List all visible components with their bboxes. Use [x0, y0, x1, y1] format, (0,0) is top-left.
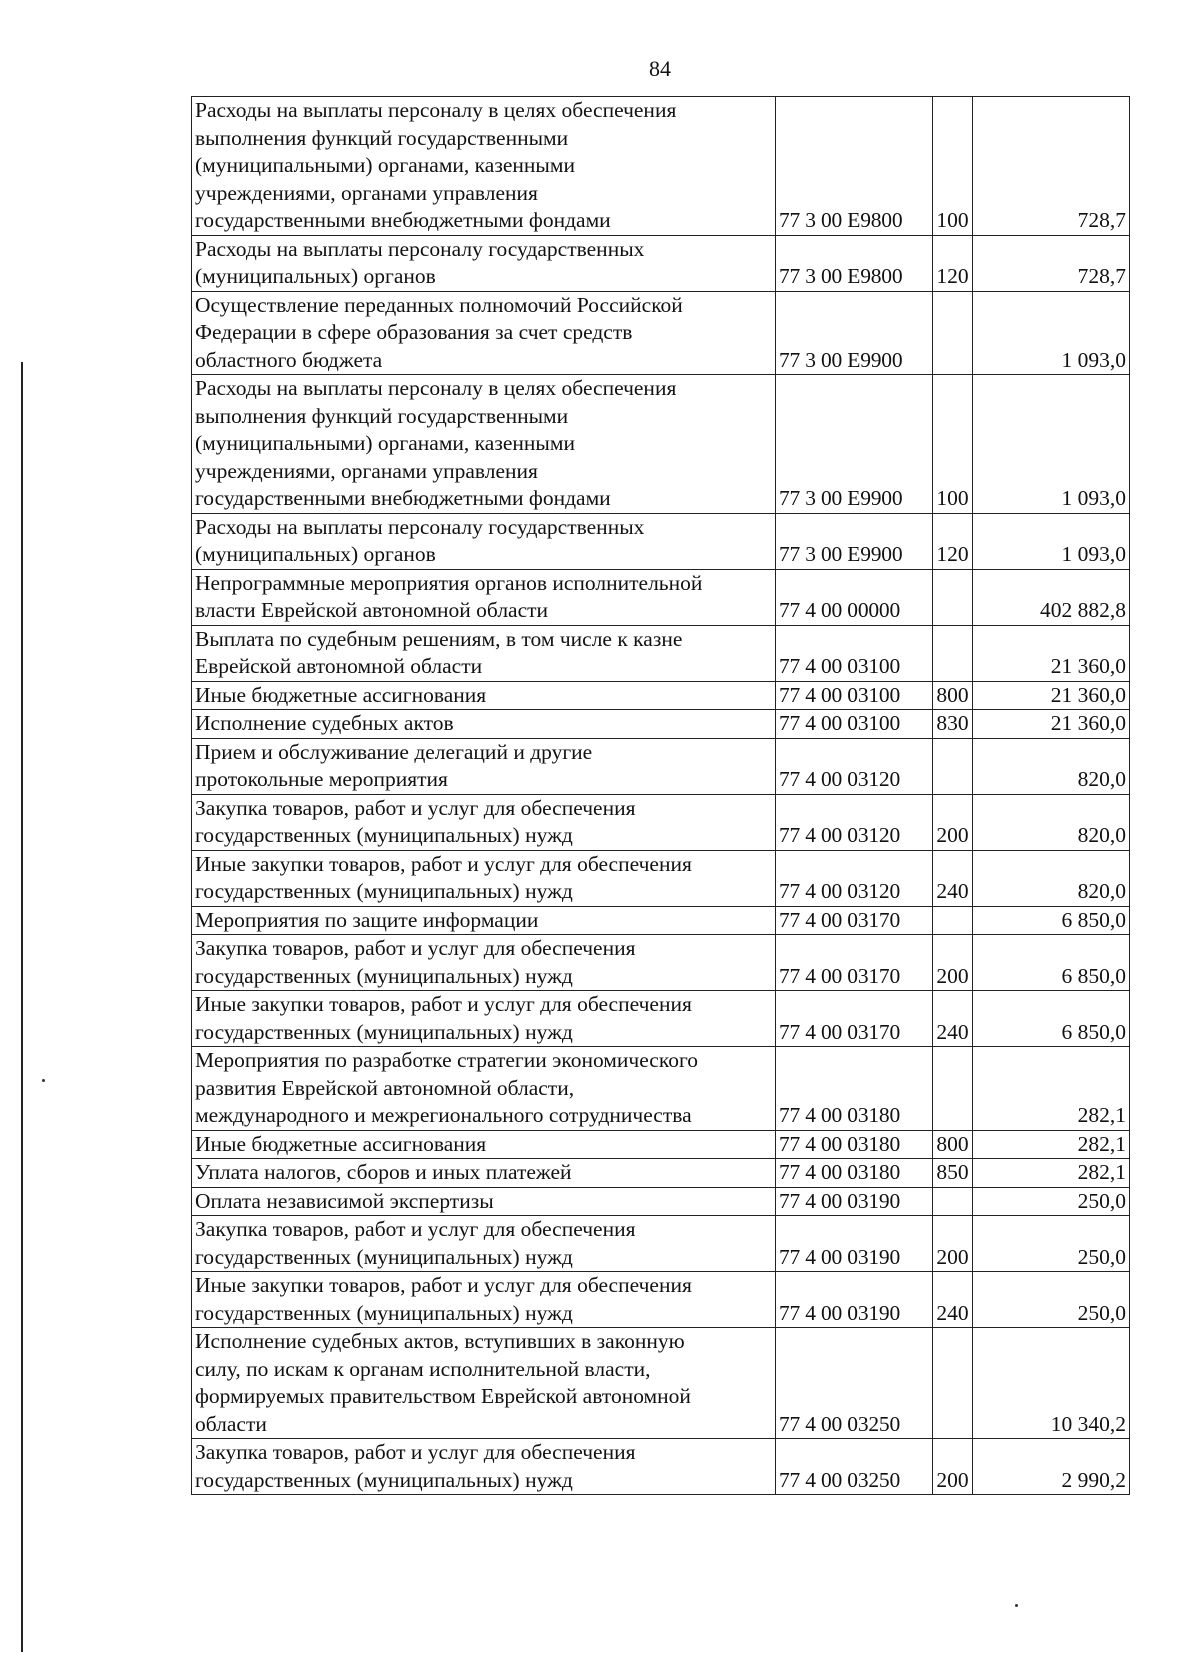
row-expense-type-cell	[933, 738, 973, 794]
row-name-cell: Исполнение судебных актов, вступивших в законную силу, по искам к органам исполнительной власти, формируемых правительством Еврейской автономной области	[192, 1328, 776, 1439]
row-code-cell: 77 4 00 03190	[776, 1216, 933, 1272]
row-expense-type-cell: 200	[933, 794, 973, 850]
scan-speck	[42, 1079, 45, 1082]
row-amount-cell: 6 850,0	[973, 991, 1130, 1047]
table-row	[192, 1328, 1130, 1439]
row-amount-cell: 250,0	[973, 1187, 1130, 1216]
row-code-cell: 77 4 00 03100	[776, 625, 933, 681]
row-expense-type-cell	[933, 1328, 973, 1439]
row-expense-type-cell	[933, 291, 973, 375]
scan-margin-line	[21, 362, 23, 1652]
table-row	[192, 375, 1130, 514]
row-code-cell: 77 4 00 03190	[776, 1187, 933, 1216]
row-expense-type-cell: 120	[933, 235, 973, 291]
table-row	[192, 97, 1130, 236]
row-amount-cell: 820,0	[973, 794, 1130, 850]
row-name-cell: Уплата налогов, сборов и иных платежей	[192, 1159, 776, 1188]
table-row	[192, 681, 1130, 710]
row-name-cell: Расходы на выплаты персоналу в целях обеспечения выполнения функций государственными (муниципальными) органами, казенными учреждениями, органами управления государственными внебюджетными фондами	[192, 97, 776, 236]
row-expense-type-cell: 240	[933, 850, 973, 906]
row-amount-cell: 21 360,0	[973, 681, 1130, 710]
row-name-cell: Иные закупки товаров, работ и услуг для обеспечения государственных (муниципальных) нужд	[192, 991, 776, 1047]
row-amount-cell: 282,1	[973, 1047, 1130, 1131]
row-code-cell: 77 4 00 03100	[776, 710, 933, 739]
row-amount-cell: 820,0	[973, 738, 1130, 794]
row-expense-type-cell: 200	[933, 1439, 973, 1495]
row-amount-cell: 282,1	[973, 1130, 1130, 1159]
row-code-cell: 77 3 00 Е9900	[776, 513, 933, 569]
row-amount-cell: 1 093,0	[973, 291, 1130, 375]
row-code-cell: 77 3 00 Е9900	[776, 291, 933, 375]
row-name-cell: Иные бюджетные ассигнования	[192, 681, 776, 710]
row-code-cell: 77 3 00 Е9900	[776, 375, 933, 514]
row-expense-type-cell: 800	[933, 1130, 973, 1159]
table-row	[192, 906, 1130, 935]
row-expense-type-cell: 200	[933, 1216, 973, 1272]
row-expense-type-cell: 800	[933, 681, 973, 710]
row-expense-type-cell	[933, 569, 973, 625]
row-amount-cell: 282,1	[973, 1159, 1130, 1188]
table-row	[192, 569, 1130, 625]
page-number: 84	[649, 56, 671, 81]
table-row	[192, 991, 1130, 1047]
table-row	[192, 1216, 1130, 1272]
row-name-cell: Закупка товаров, работ и услуг для обеспечения государственных (муниципальных) нужд	[192, 1439, 776, 1495]
row-amount-cell: 728,7	[973, 235, 1130, 291]
row-name-cell: Оплата независимой экспертизы	[192, 1187, 776, 1216]
row-expense-type-cell	[933, 1187, 973, 1216]
row-code-cell: 77 4 00 03250	[776, 1439, 933, 1495]
row-name-cell: Мероприятия по разработке стратегии экономического развития Еврейской автономной области, международного и межрегионального сотрудничества	[192, 1047, 776, 1131]
row-amount-cell: 820,0	[973, 850, 1130, 906]
row-amount-cell: 10 340,2	[973, 1328, 1130, 1439]
row-code-cell: 77 3 00 Е9800	[776, 235, 933, 291]
row-name-cell: Закупка товаров, работ и услуг для обеспечения государственных (муниципальных) нужд	[192, 1216, 776, 1272]
row-name-cell: Закупка товаров, работ и услуг для обеспечения государственных (муниципальных) нужд	[192, 935, 776, 991]
row-amount-cell: 6 850,0	[973, 906, 1130, 935]
row-code-cell: 77 4 00 03190	[776, 1272, 933, 1328]
row-name-cell: Расходы на выплаты персоналу государственных (муниципальных) органов	[192, 513, 776, 569]
table-row	[192, 935, 1130, 991]
row-expense-type-cell: 240	[933, 1272, 973, 1328]
row-name-cell: Иные бюджетные ассигнования	[192, 1130, 776, 1159]
row-name-cell: Иные закупки товаров, работ и услуг для обеспечения государственных (муниципальных) нужд	[192, 1272, 776, 1328]
row-expense-type-cell	[933, 906, 973, 935]
table-row	[192, 1159, 1130, 1188]
row-name-cell: Мероприятия по защите информации	[192, 906, 776, 935]
row-expense-type-cell: 240	[933, 991, 973, 1047]
row-code-cell: 77 4 00 03180	[776, 1130, 933, 1159]
row-amount-cell: 21 360,0	[973, 710, 1130, 739]
row-expense-type-cell	[933, 1047, 973, 1131]
row-name-cell: Выплата по судебным решениям, в том числе к казне Еврейской автономной области	[192, 625, 776, 681]
row-amount-cell: 2 990,2	[973, 1439, 1130, 1495]
row-code-cell: 77 4 00 03170	[776, 991, 933, 1047]
row-expense-type-cell: 850	[933, 1159, 973, 1188]
row-code-cell: 77 3 00 Е9800	[776, 97, 933, 236]
row-amount-cell: 402 882,8	[973, 569, 1130, 625]
row-name-cell: Исполнение судебных актов	[192, 710, 776, 739]
table-row	[192, 1047, 1130, 1131]
row-expense-type-cell: 100	[933, 375, 973, 514]
row-expense-type-cell: 120	[933, 513, 973, 569]
row-code-cell: 77 4 00 03170	[776, 935, 933, 991]
row-code-cell: 77 4 00 03120	[776, 794, 933, 850]
table-row	[192, 513, 1130, 569]
row-amount-cell: 21 360,0	[973, 625, 1130, 681]
row-expense-type-cell: 830	[933, 710, 973, 739]
table-row	[192, 710, 1130, 739]
row-code-cell: 77 4 00 03250	[776, 1328, 933, 1439]
row-code-cell: 77 4 00 03120	[776, 850, 933, 906]
row-code-cell: 77 4 00 03100	[776, 681, 933, 710]
row-code-cell: 77 4 00 03170	[776, 906, 933, 935]
row-name-cell: Непрограммные мероприятия органов исполнительной власти Еврейской автономной области	[192, 569, 776, 625]
table-row	[192, 1130, 1130, 1159]
table-row	[192, 1187, 1130, 1216]
table-row	[192, 625, 1130, 681]
row-name-cell: Иные закупки товаров, работ и услуг для обеспечения государственных (муниципальных) нужд	[192, 850, 776, 906]
table-row	[192, 235, 1130, 291]
budget-table-body	[192, 97, 1130, 1495]
row-name-cell: Прием и обслуживание делегаций и другие протокольные мероприятия	[192, 738, 776, 794]
row-code-cell: 77 4 00 00000	[776, 569, 933, 625]
row-amount-cell: 1 093,0	[973, 513, 1130, 569]
table-row	[192, 291, 1130, 375]
row-expense-type-cell: 100	[933, 97, 973, 236]
table-row	[192, 1272, 1130, 1328]
table-row	[192, 794, 1130, 850]
row-amount-cell: 250,0	[973, 1216, 1130, 1272]
row-expense-type-cell: 200	[933, 935, 973, 991]
row-amount-cell: 250,0	[973, 1272, 1130, 1328]
row-expense-type-cell	[933, 625, 973, 681]
row-name-cell: Осуществление переданных полномочий Российской Федерации в сфере образования за счет средств областного бюджета	[192, 291, 776, 375]
table-row	[192, 738, 1130, 794]
row-code-cell: 77 4 00 03180	[776, 1159, 933, 1188]
row-amount-cell: 1 093,0	[973, 375, 1130, 514]
row-amount-cell: 6 850,0	[973, 935, 1130, 991]
table-row	[192, 850, 1130, 906]
scan-speck	[1015, 1604, 1018, 1607]
row-name-cell: Закупка товаров, работ и услуг для обеспечения государственных (муниципальных) нужд	[192, 794, 776, 850]
row-code-cell: 77 4 00 03120	[776, 738, 933, 794]
row-name-cell: Расходы на выплаты персоналу государственных (муниципальных) органов	[192, 235, 776, 291]
row-name-cell: Расходы на выплаты персоналу в целях обеспечения выполнения функций государственными (муниципальными) органами, казенными учреждениями, органами управления государственными внебюджетными фондами	[192, 375, 776, 514]
budget-table	[191, 96, 1130, 1495]
row-amount-cell: 728,7	[973, 97, 1130, 236]
row-code-cell: 77 4 00 03180	[776, 1047, 933, 1131]
table-row	[192, 1439, 1130, 1495]
